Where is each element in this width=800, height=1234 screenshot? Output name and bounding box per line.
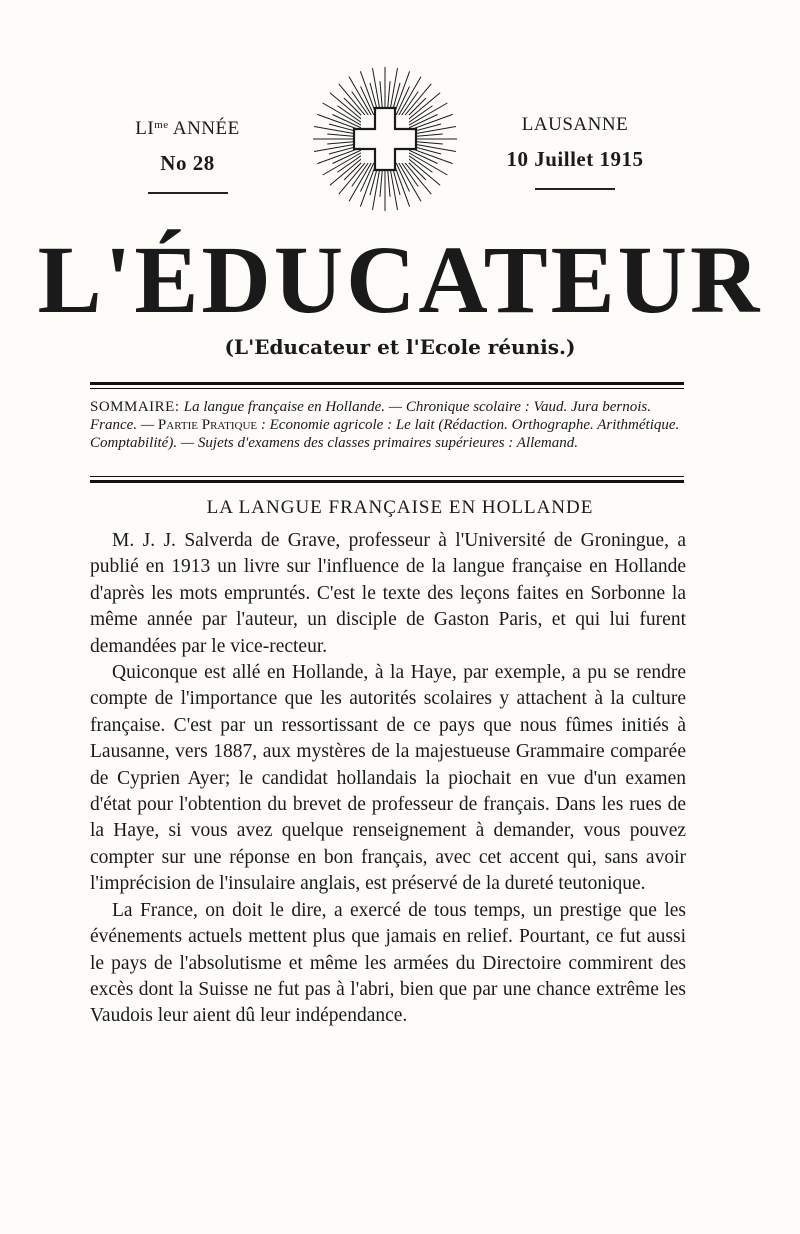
header-left-rule: [148, 192, 228, 194]
issue-number: No 28: [160, 151, 215, 175]
article-body: [90, 528, 686, 1030]
journal-subtitle: (L'Educateur et l'Ecole réunis.): [224, 335, 576, 359]
table-of-contents: [90, 398, 684, 452]
header-left: [110, 108, 265, 194]
year-label: [110, 108, 265, 146]
sommaire-partie-pratique: Partie Pratique: [157, 417, 258, 433]
sommaire-label: SOMMAIRE:: [90, 399, 184, 415]
bottom-rule-thin: [90, 476, 684, 477]
paragraph-2: Quiconque est allé en Hollande, à la Haye, par exemple, a pu se rendre compte de l'importance que les autorités scolaires y attachent à la culture française. C'est par un ressortissant de ce pays que nous fûmes initiés à Lausanne, vers 1887, aux mystères de la majestueuse Grammaire comparée de Cyprien Ayer; le candidat hollandais la piochait en vue d'un examen d'état pour l'obtention du brevet de professeur de français. Dans les rues de la Haye, si vous avez quelque renseignement à demander, vous pouvez compter sur une réponse en bon français, avec cet accent qui, sans avoir l'imprécision de l'insulaire anglais, est préservé de la dureté teutonique.: [90, 662, 686, 895]
top-rule-thin: [90, 388, 684, 389]
paragraph-1: M. J. J. Salverda de Grave, professeur à l'Université de Groningue, a publié en 1913 un livre sur l'influence de la langue française en Hollande d'après les mots empruntés. C'est le texte des leçons faites en Sorbonne la même année par l'auteur, un disciple de Gaston Paris, et qui lui furent demandées par le vice-recteur.: [90, 530, 686, 657]
top-rule-thick: [90, 382, 684, 385]
paragraph-3: La France, on doit le dire, a exercé de tous temps, un prestige que les événements actuels mettent plus que jamais en relief. Pourtant, ce fut aussi le pays de l'absolutisme et même les armées du Directoire commirent des excès dont la Suisse ne fut pas à l'abri, bien que par une chance extrême les Vaudois leur aient dû leur indépendance.: [90, 899, 686, 1027]
swiss-cross-sunburst-icon: [312, 66, 458, 212]
year-prefix: LI: [135, 118, 155, 139]
journal-title: L'ÉDUCATEUR: [37, 226, 763, 333]
year-superscript: me: [154, 119, 169, 131]
header-right: [490, 108, 660, 190]
issue-date: 10 Juillet 1915: [506, 147, 644, 171]
bottom-rule-thick: [90, 480, 684, 483]
sommaire-text-part1: La langue française en Hollande. — Chronique scolaire : Vaud. Jura bernois. France. —: [90, 399, 651, 433]
city-label: LAUSANNE: [521, 114, 629, 135]
sommaire-text-part2: : Economie agricole : Le lait (Rédaction. Orthographe. Arithmétique. Comptabilité). — Sujets d'examens des classes primaires supérieures : Allemand.: [90, 417, 680, 451]
year-suffix: ANNÉE: [168, 118, 240, 139]
header-right-rule: [535, 188, 615, 190]
article-title: LA LANGUE FRANÇAISE EN HOLLANDE: [206, 497, 594, 518]
